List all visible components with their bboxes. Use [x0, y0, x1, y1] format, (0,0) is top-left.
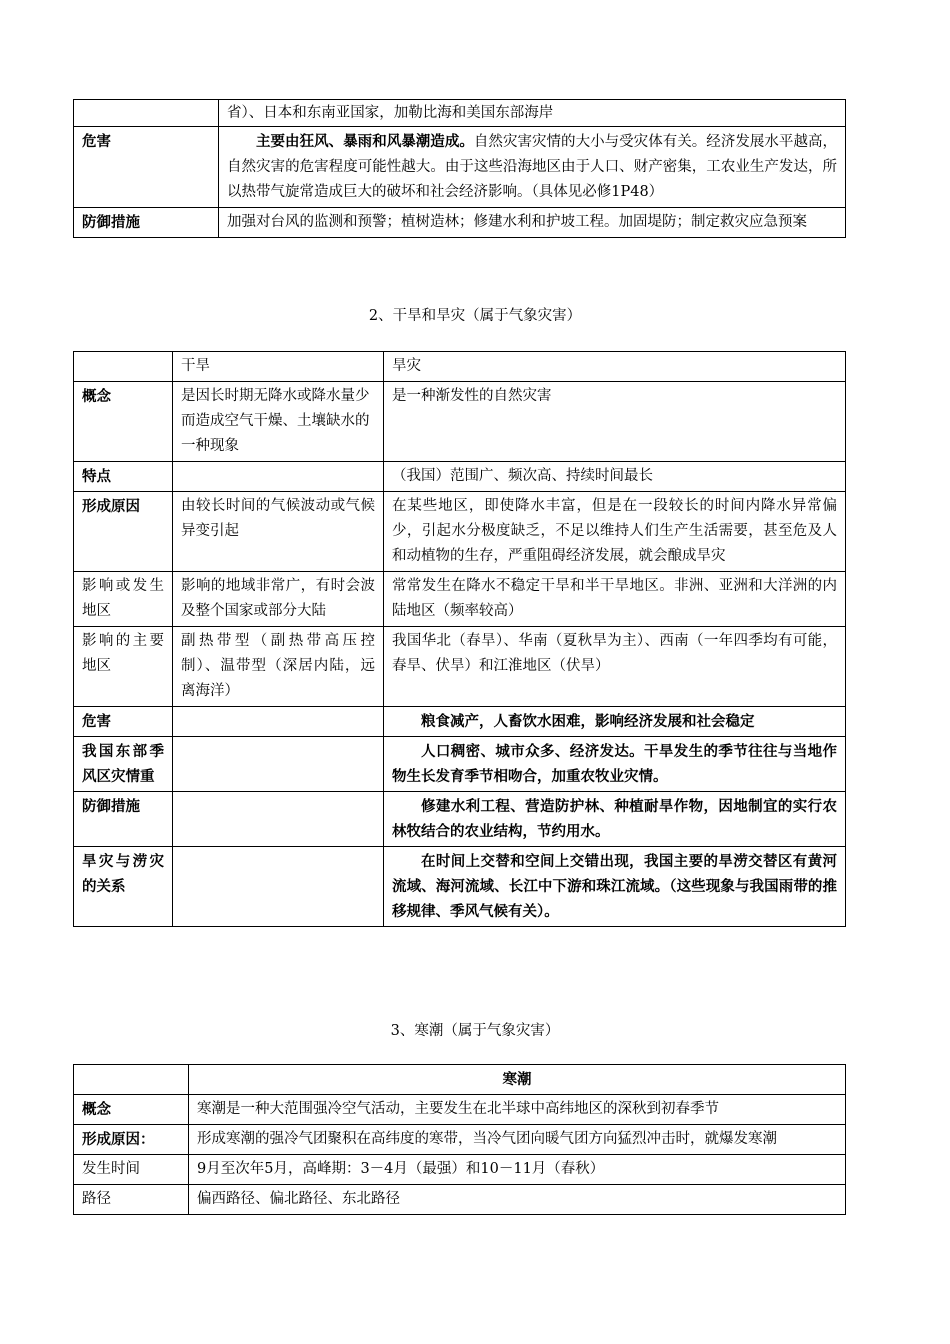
row-label: 概念 [74, 382, 173, 462]
table-row [74, 127, 846, 208]
row-label: 危害 [74, 707, 173, 737]
table-row [74, 847, 846, 927]
row-label: 形成原因： [74, 1125, 189, 1155]
cell-drought [173, 462, 384, 492]
table-row [74, 737, 846, 792]
row-label: 我国东部季风区灾情重 [74, 737, 173, 792]
section-heading-drought: 2、干旱和旱灾（属于气象灾害） [368, 308, 582, 324]
table-header-row [74, 1065, 846, 1095]
cell-drought: 影响的地域非常广，有时会波及整个国家或部分大陆 [173, 572, 384, 627]
table-row [74, 100, 846, 127]
row-label: 影响的主要地区 [74, 627, 173, 707]
cell-text: 偏西路径、偏北路径、东北路径 [189, 1185, 846, 1215]
harm-text: 自然灾害灾情的大小与受灾体有关。经济发展水平越高，自然灾害的危害程度可能性越大。由于这些沿海地区由于人口、财产密集，工农业生产发达，所以热带气旋常造成巨大的破坏和社会经济影响。（具体见必修1P48） [227, 134, 838, 200]
section-heading-cold-wave: 3、寒潮（属于气象灾害） [390, 1023, 560, 1039]
defense-cell: 加强对台风的监测和预警；植树造林；修建水利和护坡工程。加固堤防；制定救灾应急预案 [219, 208, 846, 238]
row-label [74, 100, 219, 127]
table-row [74, 1125, 846, 1155]
drought-table [73, 351, 846, 927]
row-label: 发生时间 [74, 1155, 189, 1185]
row-label: 形成原因 [74, 492, 173, 572]
cell-drought [173, 792, 384, 847]
cell-drought: 是因长时期无降水或降水量少而造成空气干燥、土壤缺水的一种现象 [173, 382, 384, 462]
table-row [74, 627, 846, 707]
cell-drought: 由较长时间的气候波动或气候异变引起 [173, 492, 384, 572]
row-label-harm: 危害 [74, 127, 219, 208]
table-row [74, 1095, 846, 1125]
table-row [74, 208, 846, 238]
cell-disaster: 在某些地区，即使降水丰富，但是在一段较长的时间内降水异常偏少，引起水分极度缺乏，不足以维持人们生产生活需要，甚至危及人和动植物的生存，严重阻碍经济发展，就会酿成旱灾 [384, 492, 846, 572]
cell-text: 9月至次年5月，高峰期：3－4月（最强）和10－11月（春秋） [189, 1155, 846, 1185]
table-row [74, 1185, 846, 1215]
row-label: 影响或发生地区 [74, 572, 173, 627]
cell-disaster: 在时间上交替和空间上交错出现，我国主要的旱涝交替区有黄河流域、海河流域、长江中下游和珠江流域。（这些现象与我国雨带的推移规律、季风气候有关）。 [384, 847, 846, 927]
cell-disaster: （我国）范围广、频次高、持续时间最长 [384, 462, 846, 492]
cold-wave-table [73, 1064, 846, 1215]
cell-disaster: 常常发生在降水不稳定干旱和半干旱地区。非洲、亚洲和大洋洲的内陆地区（频率较高） [384, 572, 846, 627]
cell-disaster: 我国华北（春旱）、华南（夏秋旱为主）、西南（一年四季均有可能，春旱、伏旱）和江淮地区（伏旱） [384, 627, 846, 707]
harm-bold-text: 主要由狂风、暴雨和风暴潮造成。 [256, 133, 474, 150]
table-row [74, 492, 846, 572]
cell-disaster: 是一种渐发性的自然灾害 [384, 382, 846, 462]
row-label-defense: 防御措施 [74, 208, 219, 238]
table-row [74, 1155, 846, 1185]
row-label: 概念 [74, 1095, 189, 1125]
header-drought-disaster: 旱灾 [384, 352, 846, 382]
table-row [74, 792, 846, 847]
table-row [74, 462, 846, 492]
row-label: 旱灾与涝灾的关系 [74, 847, 173, 927]
cell-disaster: 人口稠密、城市众多、经济发达。干旱发生的季节往往与当地作物生长发育季节相吻合，加重农牧业灾情。 [384, 737, 846, 792]
table-row [74, 707, 846, 737]
row-label: 路径 [74, 1185, 189, 1215]
harm-cell [219, 127, 846, 208]
table-row [74, 572, 846, 627]
table-header-row [74, 352, 846, 382]
row-label: 特点 [74, 462, 173, 492]
cell-text: 形成寒潮的强冷气团聚积在高纬度的寒带，当冷气团向暖气团方向猛烈冲击时，就爆发寒潮 [189, 1125, 846, 1155]
cell-drought [173, 707, 384, 737]
cell-text: 寒潮是一种大范围强冷空气活动，主要发生在北半球中高纬地区的深秋到初春季节 [189, 1095, 846, 1125]
distribution-cell: 省）、日本和东南亚国家，加勒比海和美国东部海岸 [219, 100, 846, 127]
cell-drought [173, 737, 384, 792]
header-cold-wave: 寒潮 [189, 1065, 846, 1095]
header-empty-cell [74, 1065, 189, 1095]
header-drought: 干旱 [173, 352, 384, 382]
cell-disaster: 粮食减产，人畜饮水困难，影响经济发展和社会稳定 [384, 707, 846, 737]
table-row [74, 382, 846, 462]
cell-disaster: 修建水利工程、营造防护林、种植耐旱作物，因地制宜的实行农林牧结合的农业结构，节约用水。 [384, 792, 846, 847]
header-empty-cell [74, 352, 173, 382]
cell-drought: 副热带型（副热带高压控制）、温带型（深居内陆，远离海洋） [173, 627, 384, 707]
typhoon-table [73, 99, 846, 238]
row-label: 防御措施 [74, 792, 173, 847]
cell-drought [173, 847, 384, 927]
